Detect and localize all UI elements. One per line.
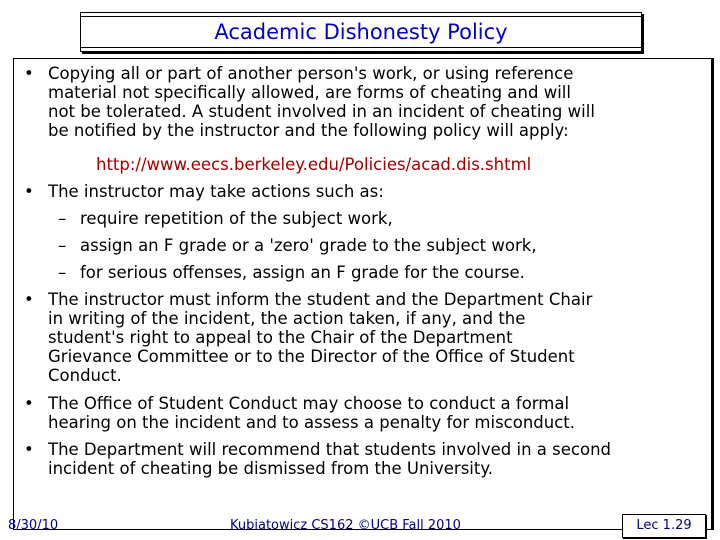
sub-item-2: assign an F grade or a 'zero' grade to the subject work, (80, 236, 537, 255)
bullet-3-line-1: The instructor must inform the student and the Department Chair (48, 290, 593, 309)
sub-item-1: require repetition of the subject work, (80, 209, 393, 228)
sub-dash: – (58, 236, 67, 255)
bullet-2-line-1: The instructor may take actions such as: (48, 182, 384, 201)
sub-dash: – (58, 263, 67, 282)
bullet-3-line-3: student's right to appeal to the Chair of the Department (48, 328, 513, 347)
bullet-3-line-2: in writing of the incident, the action taken, if any, and the (48, 309, 526, 328)
title-box (80, 12, 642, 52)
bullet-marker: • (24, 440, 34, 459)
bullet-marker: • (24, 64, 34, 83)
sub-dash: – (58, 209, 67, 228)
bullet-5-line-2: incident of cheating be dismissed from the University. (48, 459, 494, 478)
sub-item-3: for serious offenses, assign an F grade for the course. (80, 263, 525, 282)
title-rule-bottom (81, 47, 641, 48)
bullet-marker: • (24, 290, 34, 309)
bullet-marker: • (24, 182, 34, 201)
bullet-3-line-5: Conduct. (48, 366, 122, 385)
bullet-5-line-1: The Department will recommend that students involved in a second (48, 440, 612, 459)
title-rule-top (81, 16, 641, 17)
bullet-1-line-3: not be tolerated. A student involved in an incident of cheating will (48, 102, 595, 121)
bullet-marker: • (24, 394, 34, 413)
bullet-1-line-2: material not specifically allowed, are forms of cheating and will (48, 83, 571, 102)
footer-date: 8/30/10 (8, 518, 59, 533)
bullet-1-line-1: Copying all or part of another person's work, or using reference (48, 64, 574, 83)
bullet-3-line-4: Grievance Committee or to the Director of the Office of Student (48, 347, 575, 366)
footer-course: Kubiatowicz CS162 ©UCB Fall 2010 (230, 518, 461, 533)
bullet-1-line-4: be notified by the instructor and the following policy will apply: (48, 121, 569, 140)
bullet-4-line-1: The Office of Student Conduct may choose to conduct a formal (48, 394, 570, 413)
bullet-4-line-2: hearing on the incident and to assess a penalty for misconduct. (48, 413, 576, 432)
footer-lecture-number: Lec 1.29 (622, 514, 706, 538)
policy-url-link[interactable]: http://www.eecs.berkeley.edu/Policies/acad.dis.shtml (96, 155, 532, 174)
slide-title: Academic Dishonesty Policy (214, 20, 508, 44)
